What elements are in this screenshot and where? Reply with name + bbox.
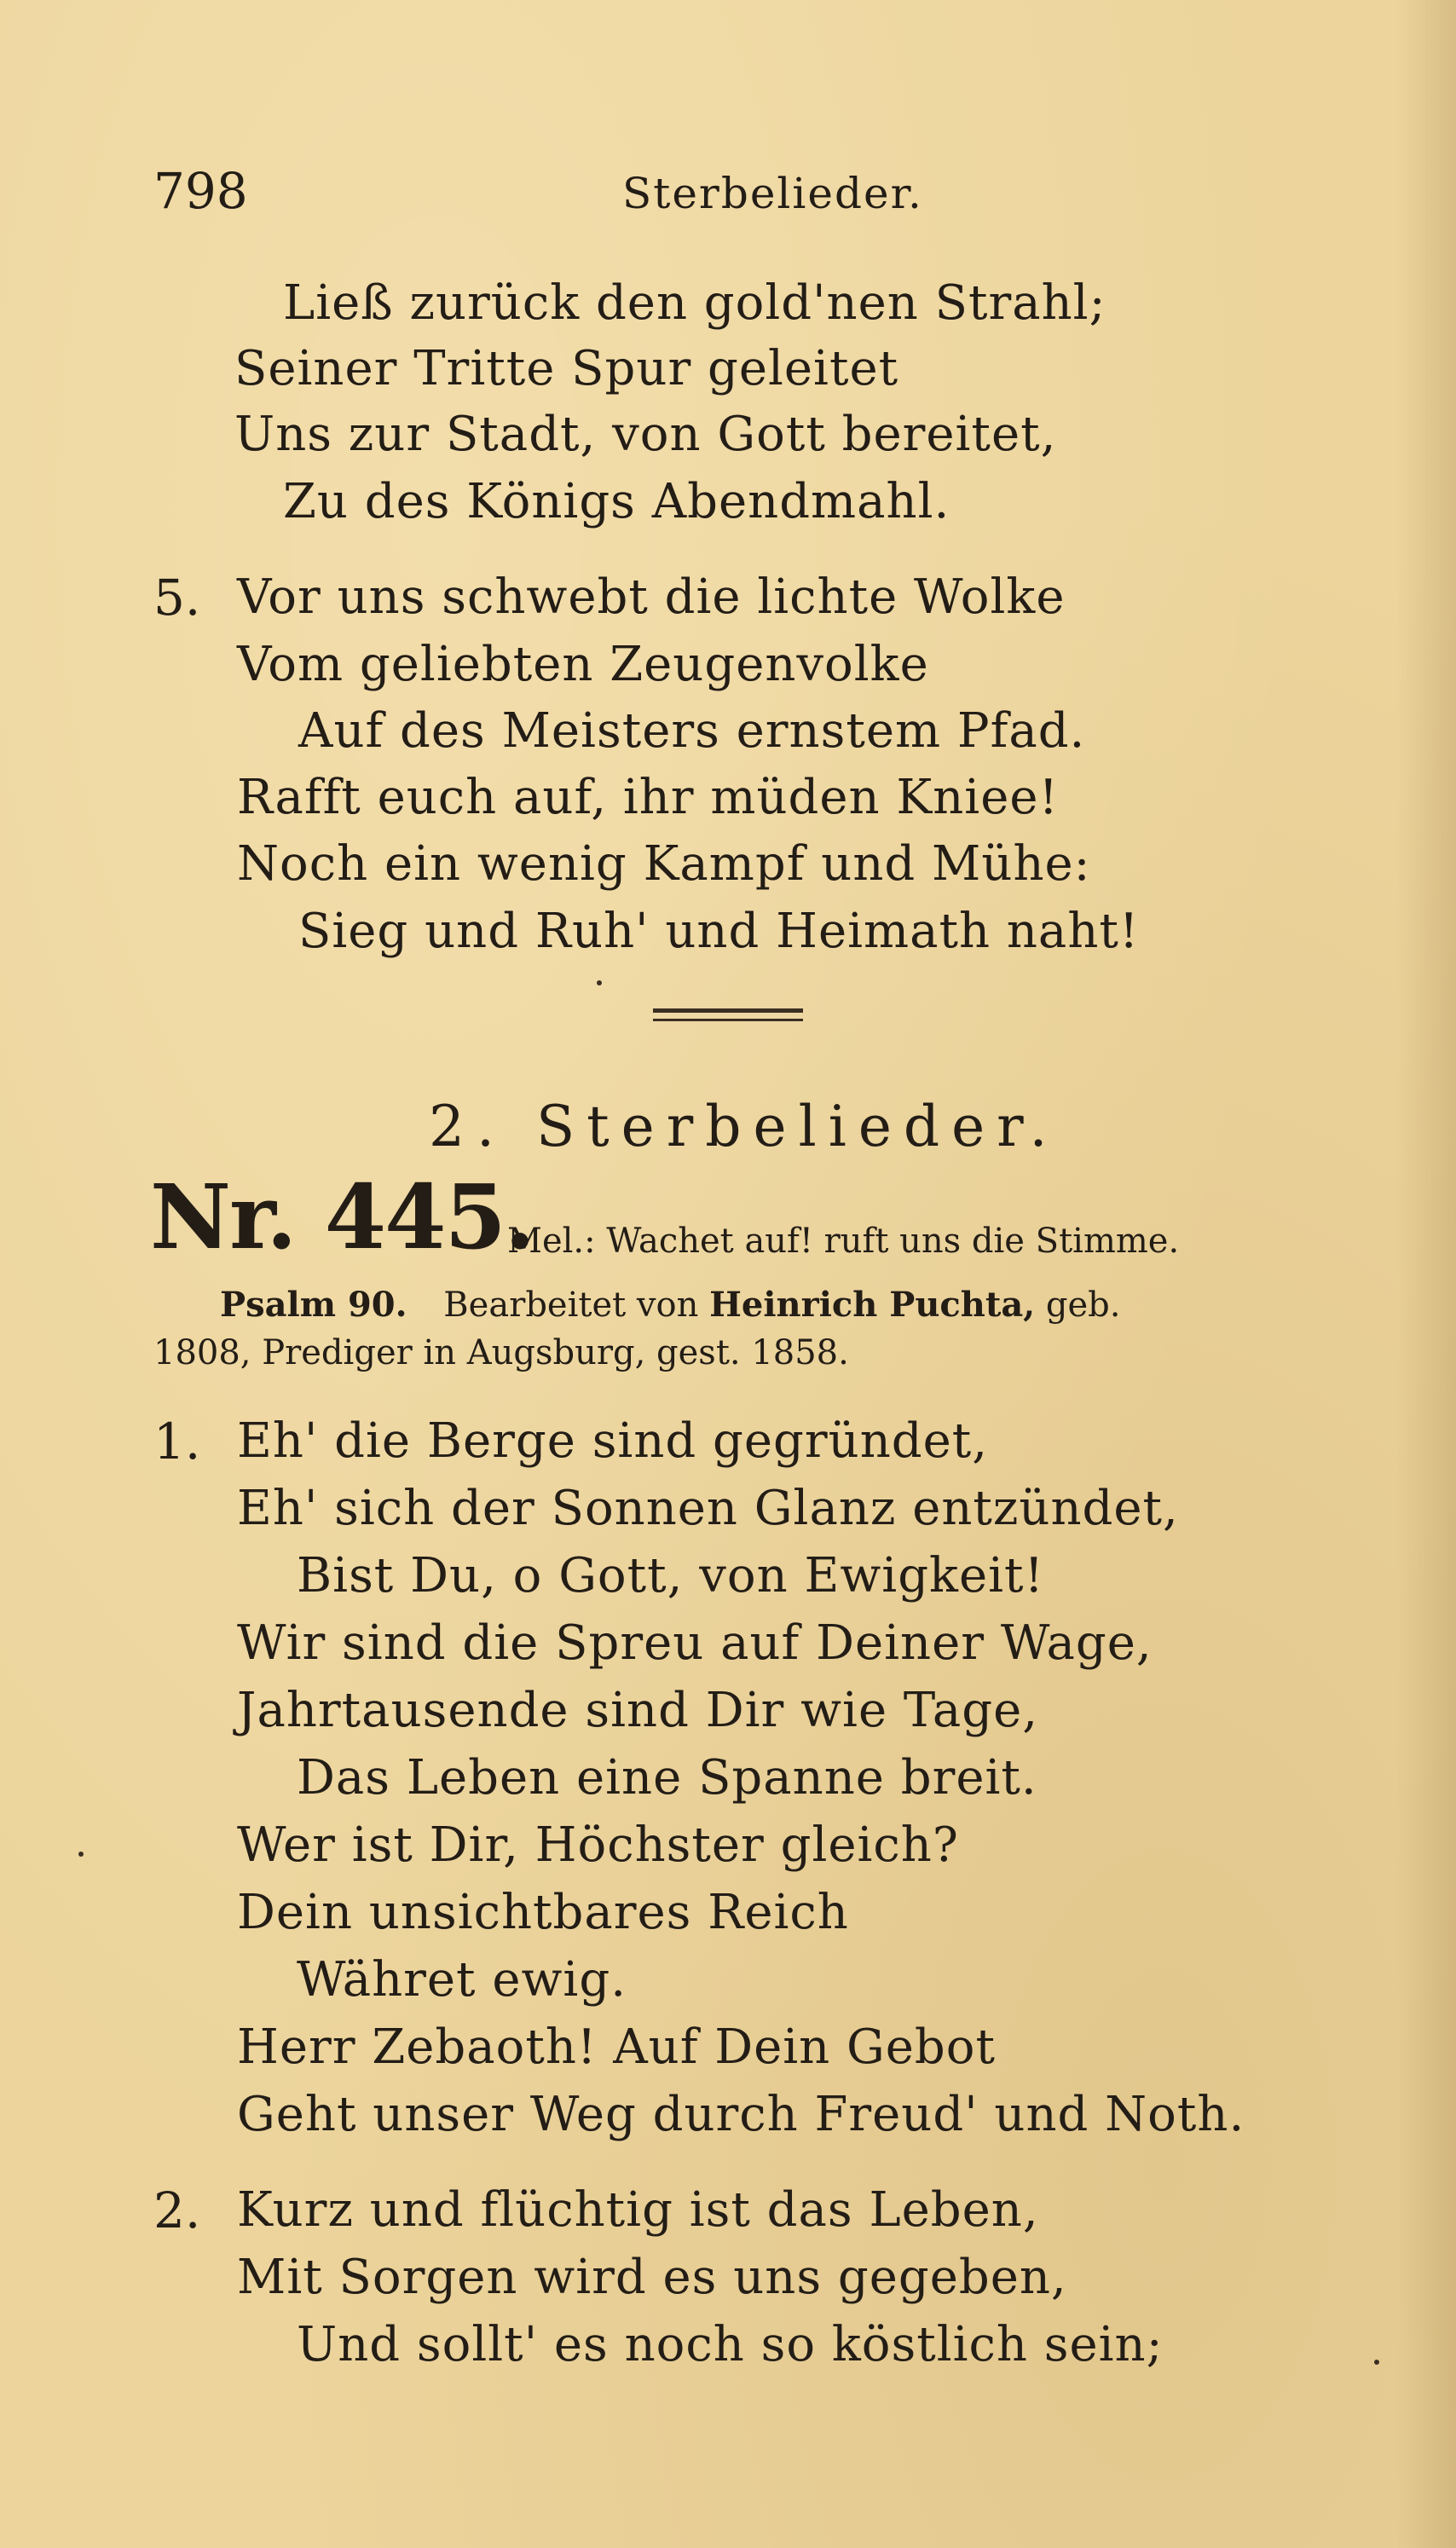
- verse-line: Auf des Meisters ernstem Pfad.: [298, 703, 1086, 759]
- attribution-text: geb.: [1045, 1286, 1121, 1325]
- hymn-number: Nr. 445.: [150, 1164, 534, 1269]
- print-speck: [1374, 2360, 1379, 2365]
- verse-line: Herr Zebaoth! Auf Dein Gebot: [237, 2019, 996, 2075]
- divider-rule: [653, 1008, 803, 1013]
- stanza-number: 1.: [153, 1413, 201, 1470]
- verse-line: Das Leben eine Spanne breit.: [297, 1750, 1037, 1806]
- verse-line: Geht unser Weg durch Freud' und Noth.: [237, 2087, 1245, 2142]
- print-speck: [78, 1852, 84, 1857]
- verse-line: Sieg und Ruh' und Heimath naht!: [298, 904, 1140, 959]
- page-number: 798: [153, 162, 248, 220]
- verse-line: Noch ein wenig Kampf und Mühe:: [237, 836, 1091, 892]
- verse-line: Eh' die Berge sind gegründet,: [237, 1413, 989, 1469]
- divider-rule-thin: [653, 1019, 803, 1021]
- melody-line: Mel.: Wachet auf! ruft uns die Stimme.: [507, 1222, 1180, 1261]
- hymn-source: Psalm 90.: [220, 1285, 407, 1325]
- verse-line: Jahrtausende sind Dir wie Tage,: [237, 1683, 1039, 1738]
- verse-line: Zu des Königs Abendmahl.: [283, 474, 950, 529]
- verse-line: Vor uns schwebt die lichte Wolke: [237, 569, 1066, 625]
- stanza-number: 5.: [153, 569, 201, 627]
- hymn-author: Heinrich Puchta,: [709, 1285, 1036, 1325]
- verse-line: Dein unsichtbares Reich: [237, 1885, 849, 1940]
- verse-line: Kurz und flüchtig ist das Leben,: [237, 2182, 1039, 2238]
- running-title: Sterbelieder.: [622, 169, 923, 218]
- verse-line: Eh' sich der Sonnen Glanz entzündet,: [237, 1481, 1179, 1536]
- verse-line: Wir sind die Spreu auf Deiner Wage,: [237, 1615, 1153, 1671]
- attribution-line-2: 1808, Prediger in Augsburg, gest. 1858.: [153, 1333, 849, 1372]
- verse-line: Und sollt' es noch so köstlich sein;: [297, 2317, 1164, 2372]
- verse-line: Bist Du, o Gott, von Ewigkeit!: [297, 1548, 1045, 1603]
- section-heading: 2. Sterbelieder.: [429, 1094, 1060, 1159]
- verse-line: Uns zur Stadt, von Gott bereitet,: [234, 407, 1057, 462]
- verse-line: Mit Sorgen wird es uns gegeben,: [237, 2250, 1067, 2305]
- page-edge-shadow: [1396, 0, 1456, 2548]
- verse-line: Ließ zurück den gold'nen Strahl;: [283, 275, 1106, 331]
- verse-line: Wer ist Dir, Höchster gleich?: [237, 1817, 959, 1873]
- print-speck: [597, 980, 602, 985]
- verse-line: Vom geliebten Zeugenvolke: [237, 637, 929, 692]
- verse-line: Rafft euch auf, ihr müden Kniee!: [237, 770, 1059, 825]
- attribution-line-1: [220, 1281, 1121, 1329]
- stanza-number: 2.: [153, 2181, 201, 2239]
- verse-line: Währet ewig.: [297, 1952, 627, 2008]
- verse-line: Seiner Tritte Spur geleitet: [234, 341, 899, 396]
- attribution-text: Bearbeitet von: [443, 1286, 699, 1325]
